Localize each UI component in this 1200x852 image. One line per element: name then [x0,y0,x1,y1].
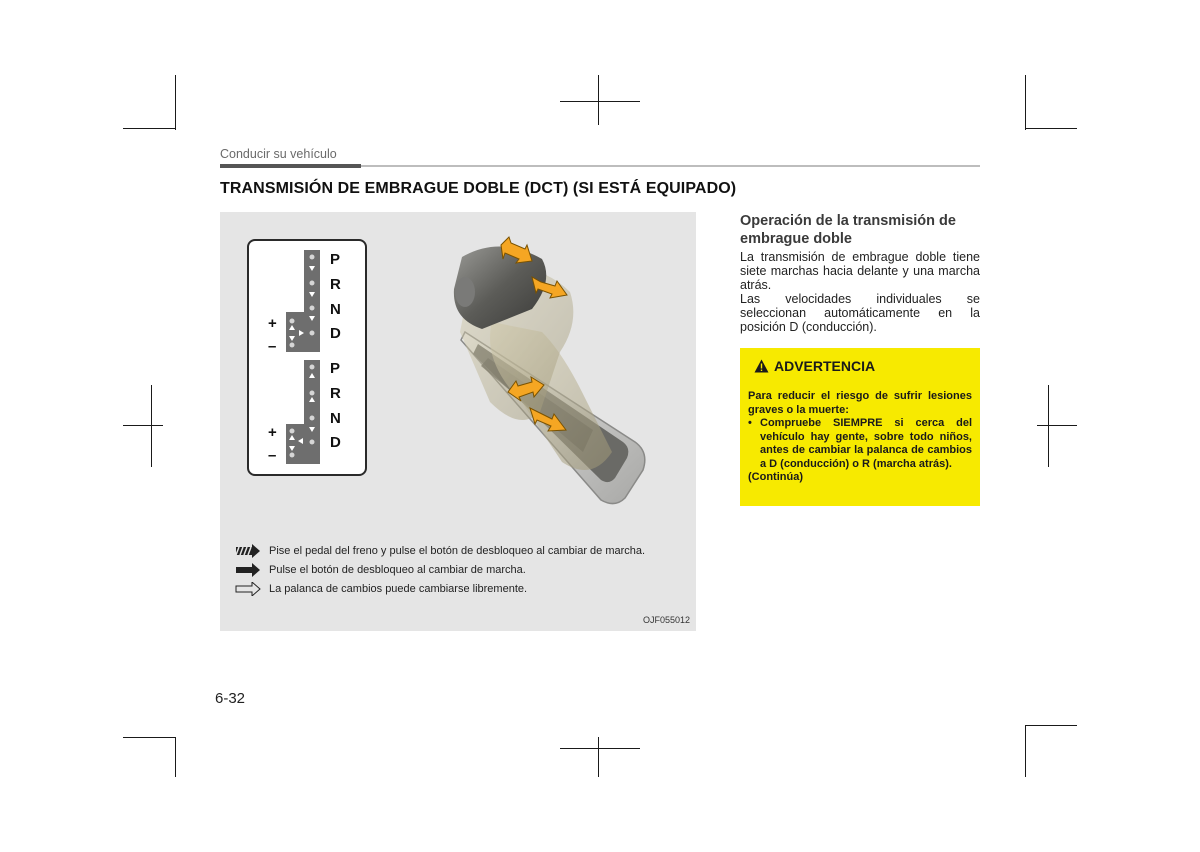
legend-item [234,562,526,578]
legend-item [234,543,645,559]
minus-sign: – [268,338,277,355]
warning-triangle-icon [754,359,769,373]
legend-text: Pise el pedal del freno y pulse el botón de desbloqueo al cambiar de marcha. [269,545,646,557]
warning-bullet [748,417,972,471]
minus-sign: – [268,447,277,464]
gate-letter-p: P [330,360,341,377]
warning-continued: (Continúa) [748,471,803,483]
warning-body [748,390,972,485]
warning-box [740,348,980,506]
header-rule-light [361,165,980,167]
gate-letter-d: D [330,434,341,451]
gate-letter-n: N [330,410,341,427]
section-label: Conducir su vehículo [220,147,337,161]
page-title: TRANSMISIÓN DE EMBRAGUE DOBLE (DCT) (SI ESTÁ EQUIPADO) [220,180,737,197]
warning-title [754,358,875,374]
gate-letter-r: R [330,385,341,402]
page-number: 6-32 [215,690,246,707]
gate-letter-d: D [330,325,341,342]
section-heading: Operación de la transmisión de embrague doble [740,213,956,247]
solid-arrow-icon [234,563,262,577]
warning-intro: Para reducir el riesgo de sufrir lesiones graves o la muerte: [748,390,972,416]
legend-text: Pulse el botón de desbloqueo al cambiar de marcha. [269,564,526,576]
figure-code: OJF055012 [642,615,690,625]
gear-shift-illustration [220,212,696,512]
gate-letter-n: N [330,301,341,318]
legend-item [234,581,527,597]
striped-arrow-icon [234,544,262,558]
gate-letter-r: R [330,276,341,293]
paragraph: Las velocidades individuales se seleccionan automáticamente en la posición D (conducción). [740,292,980,334]
shifter-figure [220,212,696,631]
warning-title-text: ADVERTENCIA [774,358,876,374]
outline-arrow-icon [234,582,262,596]
plus-sign: + [268,424,277,441]
warning-bullet-text: Compruebe SIEMPRE si cerca del vehículo hay gente, sobre todo niños, antes de cambiar la palanca de cambios a D (conducción) o R (marcha atrás). [760,417,972,470]
legend-text: La palanca de cambios puede cambiarse libremente. [269,583,528,595]
paragraph: La transmisión de embrague doble tiene siete marchas hacia delante y una marcha atrás. [740,250,980,292]
gate-letter-p: P [330,251,341,268]
plus-sign: + [268,315,277,332]
bullet-icon: • [748,417,752,429]
header-rule [220,164,361,168]
